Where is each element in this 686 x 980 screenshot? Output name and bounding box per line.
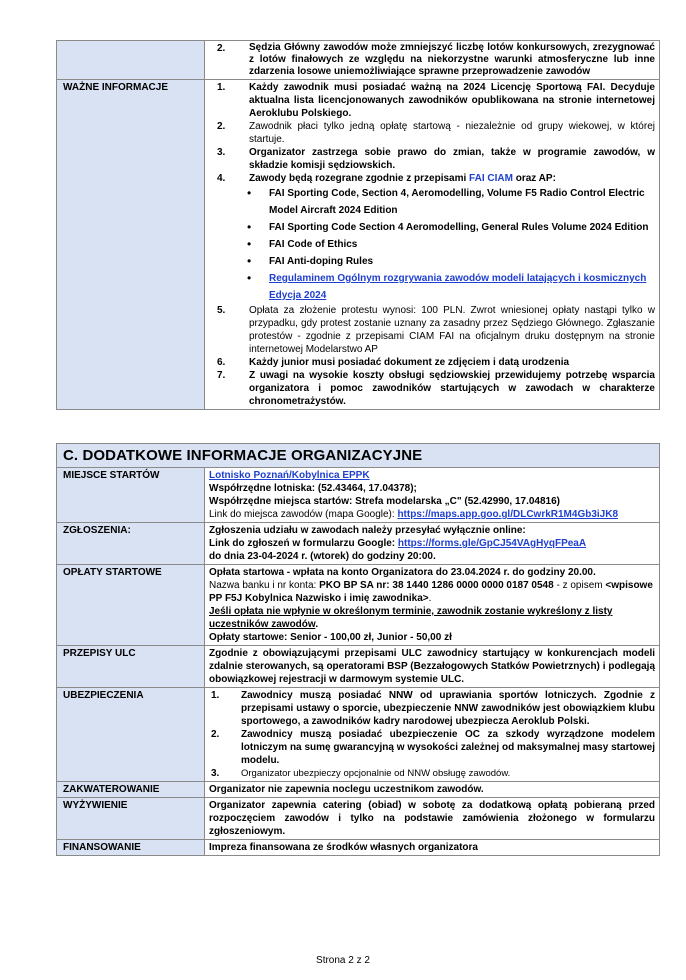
- oplaty-line3: Jeśli opłata nie wpłynie w określonym terminie, zawodnik zostanie wykreślony z listy uczestników zawodów.: [209, 606, 613, 630]
- ubezpieczenia-content: [205, 688, 660, 782]
- ulc-row: [57, 646, 660, 688]
- wyzywienie-row: [57, 798, 660, 840]
- list-item: [209, 120, 655, 146]
- continuation-content: [205, 41, 660, 80]
- list-item: [209, 369, 655, 408]
- item-text: Organizator zastrzega sobie prawo do zmian, także w programie zawodów, w składzie komisji sędziowskich.: [249, 147, 655, 171]
- oplaty-content: [205, 565, 660, 646]
- fai-ciam-link[interactable]: FAI CIAM: [469, 173, 513, 184]
- zgloszenia-line1: Zgłoszenia udziału w zawodach należy przesyłać wyłącznie online:: [209, 525, 526, 536]
- bullet-item: • FAI Anti-doping Rules: [209, 253, 655, 270]
- list-item: [209, 356, 655, 369]
- rules-table: [56, 40, 660, 410]
- item-number: 3.: [217, 147, 226, 158]
- list-item: [209, 42, 655, 78]
- miejsce-content: [205, 468, 660, 523]
- item-text-before: Zawody będą rozegrane zgodnie z przepisami: [249, 173, 470, 184]
- bullet-item: • FAI Sporting Code Section 4 Aeromodelling, General Rules Volume 2024 Edition: [209, 219, 655, 236]
- list-item: 3. Organizator ubezpieczy opcjonalnie od NNW obsługę zawodów.: [211, 768, 511, 779]
- miejsce-label: MIEJSCE STARTÓW: [57, 468, 205, 523]
- bullet-item: • FAI Code of Ethics: [209, 236, 655, 253]
- map-text: Link do miejsca zawodów (mapa Google):: [209, 509, 398, 520]
- bullet-icon: •: [247, 186, 252, 200]
- list-item: 1. Zawodnicy muszą posiadać NNW od uprawiania sportów lotniczych. Zgodnie z przepisami ustawy o sporcie, ubezpieczenie NNW zawodników jest obowiązkiem klubu sportowego, a zawodników kadry narodowej ubezpiecza Aeroklub Polski.: [211, 690, 656, 727]
- bullet-item: [209, 270, 655, 304]
- oplaty-line4: Opłaty startowe: Senior - 100,00 zł, Junior - 50,00 zł: [209, 632, 452, 643]
- zgloszenia-line2: [209, 537, 655, 550]
- finansowanie-row: [57, 840, 660, 856]
- list-item: [209, 146, 655, 172]
- item-text: Każdy zawodnik musi posiadać ważną na 2024 Licencję Sportową FAI. Decyduje aktualna lista licencjonowanych zawodników opublikowana na stronie internetowej Aeroklubu Polskiego.: [249, 82, 655, 119]
- important-row: [57, 80, 660, 410]
- rules-bullet-list: [209, 185, 655, 304]
- coords-airport: Współrzędne lotniska: (52.43464, 17.04378);: [209, 483, 417, 494]
- section-header-row: [57, 444, 660, 468]
- continuation-row: [57, 41, 660, 80]
- zgloszenia-content: [205, 523, 660, 565]
- bullet-icon: •: [247, 254, 252, 268]
- important-content: [205, 80, 660, 410]
- item-number: 5.: [217, 305, 226, 316]
- form-text: Link do zgłoszeń w formularzu Google:: [209, 538, 398, 549]
- map-link[interactable]: https://maps.app.goo.gl/DLCwrkR1M4Gb3iJK8: [397, 509, 619, 520]
- item-text: Sędzia Główny zawodów może zmniejszyć liczbę lotów konkursowych, zrezygnować z lotów finałowych ze względu na niekorzystne warunki atmosferyczne lub inne zdarzenia losowe uniemożliwiające sprawne przeprowadzenie zawodów: [249, 42, 655, 77]
- item-text-after: oraz AP:: [512, 173, 556, 184]
- oplaty-line2: Nazwa banku i nr konta: PKO BP SA nr: 38 1440 1286 0000 0000 0187 0548 - z opisem <wpisowe PP F5J Kobylnica Nazwisko i imię zawodnika>.: [209, 580, 653, 604]
- item-number: 2.: [217, 43, 226, 54]
- miejsce-row: [57, 468, 660, 523]
- continuation-label: [57, 41, 205, 80]
- oplaty-row: [57, 565, 660, 646]
- item-number: 6.: [217, 357, 226, 368]
- item-text: Zawodnik płaci tylko jedną opłatę startową - niezależnie od grupy wiekowej, w której startuje.: [249, 121, 655, 145]
- zakwaterowanie-label: ZAKWATEROWANIE: [57, 782, 205, 798]
- zgloszenia-label: ZGŁOSZENIA:: [57, 523, 205, 565]
- finansowanie-label: FINANSOWANIE: [57, 840, 205, 856]
- item-text: Z uwagi na wysokie koszty obsługi sędziowskiej przewidujemy potrzebę wsparcia organizatora i pomoc zawodników startujących w zawodach w charakterze chronometrażystów.: [249, 370, 655, 407]
- item-number: 1.: [217, 82, 226, 93]
- oplaty-line1: Opłata startowa - wpłata na konto Organizatora do 23.04.2024 r. do godziny 20.00.: [209, 567, 596, 578]
- ulc-label: PRZEPISY ULC: [57, 646, 205, 688]
- form-link[interactable]: https://forms.gle/GpCJ54VAgHyqFPeaA: [397, 538, 587, 549]
- bullet-item: • FAI Sporting Code, Section 4, Aeromodelling, Volume F5 Radio Control Electric Model Aircraft 2024 Edition: [209, 185, 655, 219]
- wyzywienie-label: WYŻYWIENIE: [57, 798, 205, 840]
- ubezpieczenia-label: UBEZPIECZENIA: [57, 688, 205, 782]
- zakwaterowanie-row: [57, 782, 660, 798]
- important-label: WAŻNE INFORMACJE: [57, 80, 205, 410]
- map-line: [209, 508, 655, 521]
- ulc-content: [205, 646, 660, 688]
- bullet-icon: •: [247, 271, 252, 285]
- list-item: 2. Zawodnicy muszą posiadać ubezpieczenie OC za szkody wyrządzone modelem lotniczym na sumę gwarancyjną w wysokości zależnej od maksymalnej masy startowej modelu.: [211, 729, 656, 766]
- bullet-icon: •: [247, 220, 252, 234]
- coords-start: Współrzędne miejsca startów: Strefa modelarska „C" (52.42990, 17.04816): [209, 496, 561, 507]
- regulamin-link[interactable]: Regulaminem Ogólnym rozgrywania zawodów modeli latających i kosmicznych Edycja 2024: [269, 273, 647, 301]
- zgloszenia-row: [57, 523, 660, 565]
- wyzywienie-content: Organizator zapewnia catering (obiad) w sobotę za dodatkową opłatą pobieraną przed rozpoczęciem zawodów i tylko na podstawie zamówienia złożonego w formularzu zgłoszeniowym.: [205, 798, 660, 840]
- zakwaterowanie-content: Organizator nie zapewnia noclegu uczestnikom zawodów.: [205, 782, 660, 798]
- oplaty-label: OPŁATY STARTOWE: [57, 565, 205, 646]
- zgloszenia-line3: do dnia 23-04-2024 r. (wtorek) do godziny 20:00.: [209, 551, 436, 562]
- bullet-icon: •: [247, 237, 252, 251]
- organization-table: [56, 443, 660, 856]
- ulc-text: Zgodnie z obowiązującymi przepisami ULC zawodnicy startujący w konkurencjach modeli zdalnie sterowanych, są operatorami BSP (Bezzałogowych Statków Powietrznych) i podlegają obowiązkowej rejestracji w darmowym systemie ULC.: [209, 648, 656, 685]
- item-number: 4.: [217, 173, 226, 184]
- list-item: [209, 304, 655, 356]
- list-item: [209, 172, 655, 185]
- list-item: [209, 81, 655, 120]
- item-number: 2.: [217, 121, 226, 132]
- page-number: Strona 2 z 2: [316, 955, 370, 966]
- item-text: [249, 172, 655, 185]
- item-text: Opłata za złożenie protestu wynosi: 100 PLN. Zwrot wniesionej opłaty nastąpi tylko w przypadku, gdy protest zostanie uznany za zasadny przez Sędziego Głównego. Zgłaszanie protestów - zgodnie z przepisami CIAM FAI na oficjalnym druku dostępnym na stronie internetowej Modelarstwo AP: [249, 305, 655, 355]
- section-title: C. DODATKOWE INFORMACJE ORGANIZACYJNE: [57, 444, 660, 468]
- ubezpieczenia-row: [57, 688, 660, 782]
- bank-account: PKO BP SA nr: 38 1440 1286 0000 0000 0187 0548: [319, 580, 554, 591]
- finansowanie-content: Impreza finansowana ze środków własnych organizatora: [205, 840, 660, 856]
- item-text: Każdy junior musi posiadać dokument ze zdjęciem i datą urodzenia: [249, 357, 570, 368]
- payment-description: <wpisowe PP F5J Kobylnica Nazwisko i imię zawodnika>: [209, 580, 653, 604]
- item-number: 7.: [217, 370, 226, 381]
- airport-link[interactable]: Lotnisko Poznań/Kobylnica EPPK: [209, 470, 370, 481]
